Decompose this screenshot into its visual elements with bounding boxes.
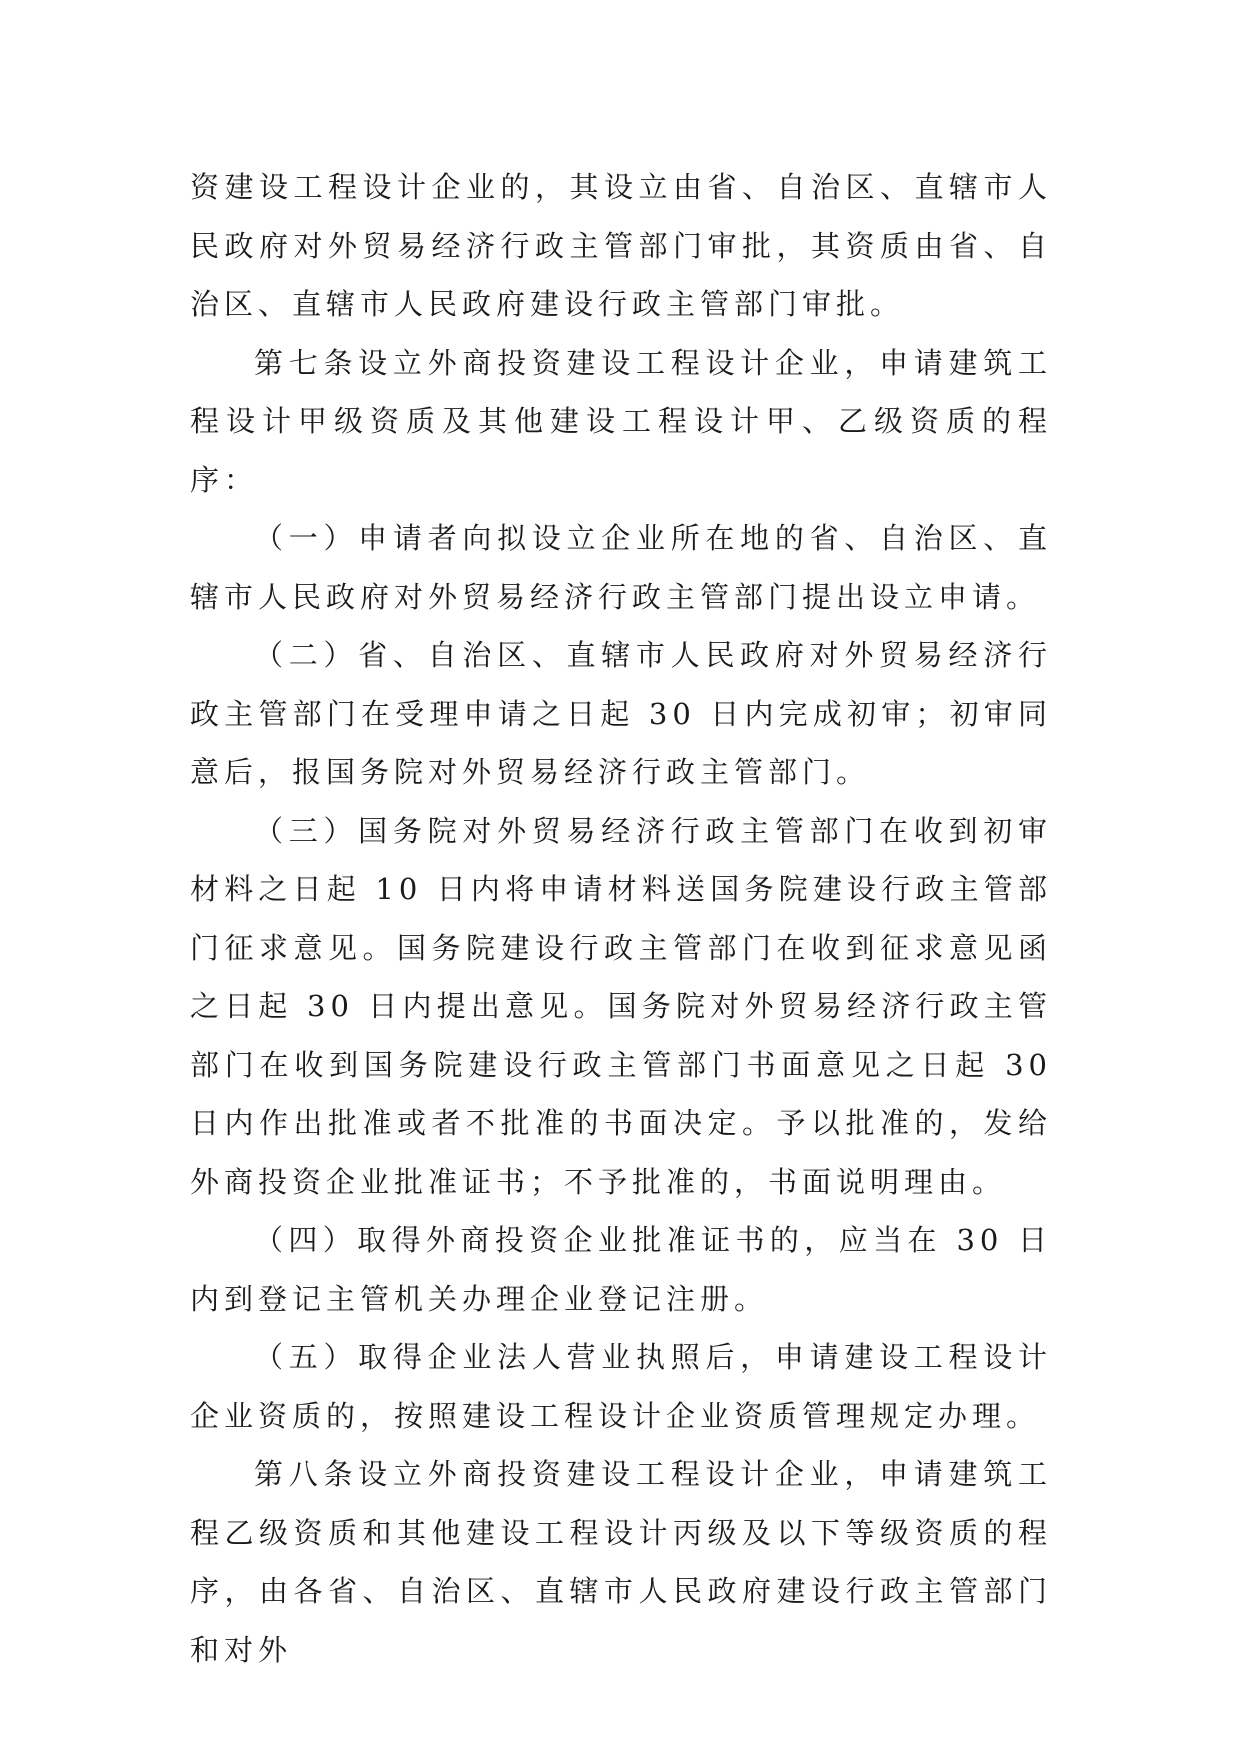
paragraph-item-2: （二）省、自治区、直辖市人民政府对外贸易经济行政主管部门在受理申请之日起 30 日内完成初审；初审同意后，报国务院对外贸易经济行政主管部门。 bbox=[190, 638, 1052, 789]
paragraph-item-5: （五）取得企业法人营业执照后，申请建设工程设计企业资质的，按照建设工程设计企业资质管理规定办理。 bbox=[190, 1340, 1052, 1433]
paragraph-continuation: 资建设工程设计企业的，其设立由省、自治区、直辖市人民政府对外贸易经济行政主管部门审批，其资质由省、自治区、直辖市人民政府建设行政主管部门审批。 bbox=[190, 170, 1052, 321]
paragraph-item-1: （一）申请者向拟设立企业所在地的省、自治区、直辖市人民政府对外贸易经济行政主管部门提出设立申请。 bbox=[190, 521, 1052, 614]
paragraph-item-3: （三）国务院对外贸易经济行政主管部门在收到初审材料之日起 10 日内将申请材料送国务院建设行政主管部门征求意见。国务院建设行政主管部门在收到征求意见函之日起 30 日内提出意见。国务院对外贸易经济行政主管部门在收到国务院建设行政主管部门书面意见之日起 30 日内作出批准或者不批准的书面决定。予以批准的，发给外商投资企业批准证书；不予批准的，书面说明理由。 bbox=[190, 813, 1052, 1199]
paragraph-article-8: 第八条设立外商投资建设工程设计企业，申请建筑工程乙级资质和其他建设工程设计丙级及以下等级资质的程序，由各省、自治区、直辖市人民政府建设行政主管部门和对外 bbox=[190, 1457, 1052, 1667]
paragraph-item-4: （四）取得外商投资企业批准证书的，应当在 30 日内到登记主管机关办理企业登记注册。 bbox=[190, 1223, 1052, 1316]
document-body bbox=[190, 158, 1052, 1679]
paragraph-article-7: 第七条设立外商投资建设工程设计企业，申请建筑工程设计甲级资质及其他建设工程设计甲、乙级资质的程序： bbox=[190, 345, 1052, 497]
